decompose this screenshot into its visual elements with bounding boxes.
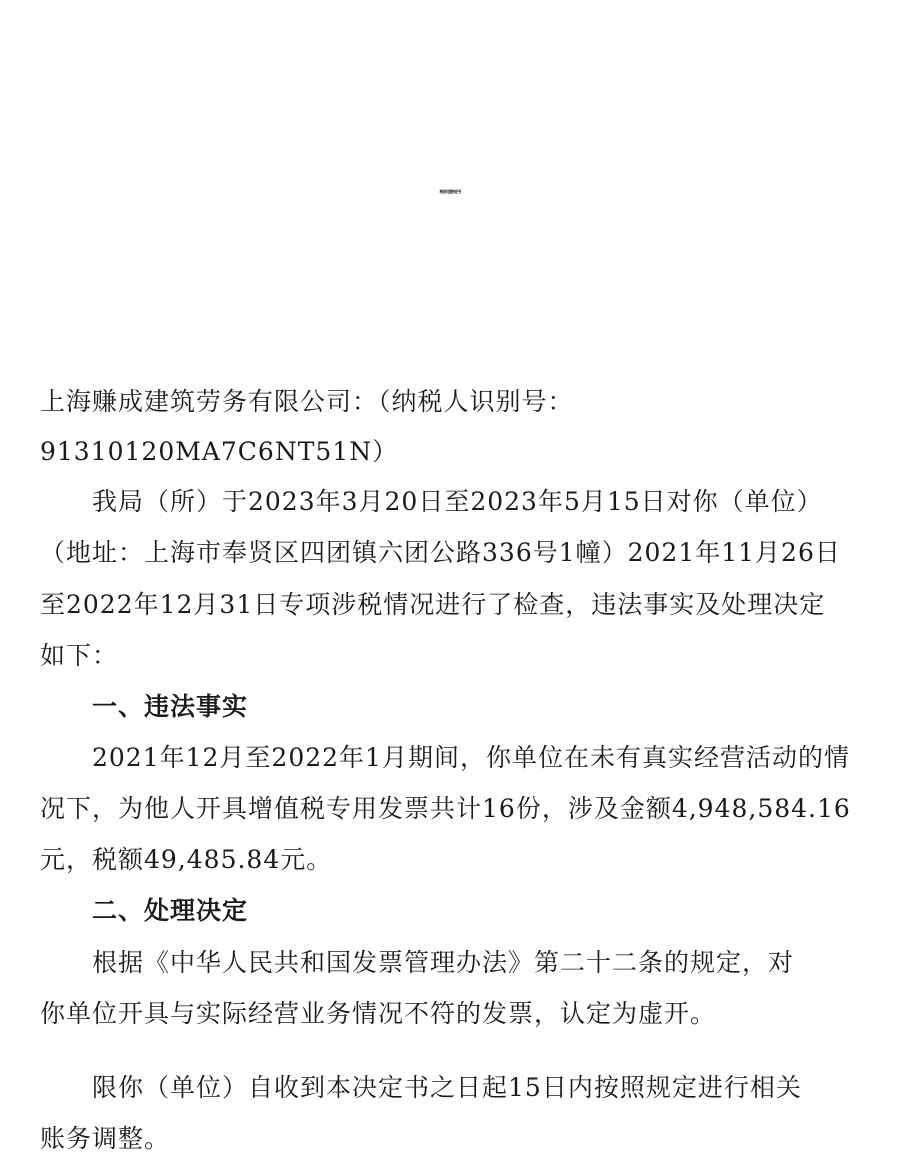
decision-line-2: 你单位开具与实际经营业务情况不符的发票，认定为虚开。	[40, 999, 717, 1028]
addressee-line-1: 上海赚成建筑劳务有限公司：（纳税人识别号：	[40, 387, 574, 416]
closing-line-2: 账务调整。	[40, 1124, 171, 1153]
intro-line-3: 至2022年12月31日专项涉税情况进行了检查，违法事实及处理决定	[40, 590, 826, 619]
addressee-line-2: 91310120MA7C6NT51N）	[40, 437, 399, 466]
violations-line-3: 元，税额49,485.84元。	[40, 845, 333, 874]
issuing-authority	[0, 50, 900, 94]
document-number	[0, 284, 900, 320]
closing-line-1: 限你（单位）自收到本决定书之日起15日内按照规定进行相关	[92, 1073, 802, 1102]
section-heading-decision: 二、处理决定	[92, 896, 249, 925]
section-heading-violations: 一、违法事实	[92, 692, 249, 721]
intro-line-2: （地址：上海市奉贤区四团镇六团公路336号1幢）2021年11月26日	[40, 538, 841, 567]
decision-line-1: 根据《中华人民共和国发票管理办法》第二十二条的规定，对	[92, 948, 795, 977]
violations-line-2: 况下，为他人开具增值税专用发票共计16份，涉及金额4,948,584.16	[40, 794, 851, 823]
violations-line-1: 2021年12月至2022年1月期间，你单位在未有真实经营活动的情	[92, 743, 850, 772]
intro-line-4: 如下：	[40, 641, 119, 670]
intro-line-1: 我局（所）于2023年3月20日至2023年5月15日对你（单位）	[92, 487, 823, 516]
document-title: 税务处理决定书	[439, 189, 461, 194]
